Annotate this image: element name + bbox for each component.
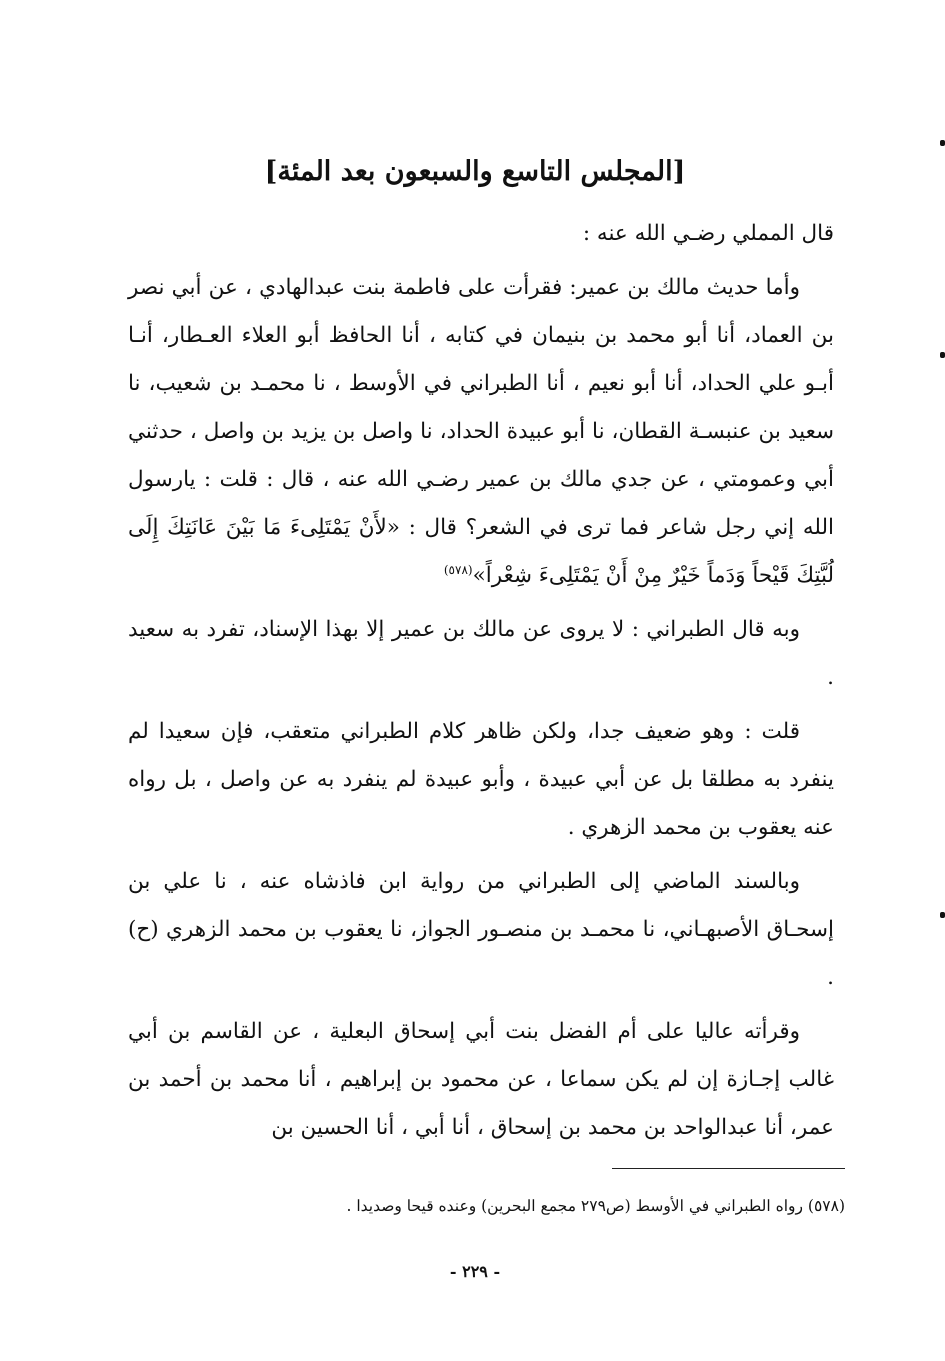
paragraph-comment: قلت : وهو ضعيف جدا، ولكن ظاهر كلام الطبراني متعقب، فإن سعيدا لم ينفرد به مطلقا بل عن أبي عبيدة ، وأبو عبيدة لم ينفرد به عن واصل ، بل رواه عنه يعقوب بن محمد الزهري . <box>128 719 834 840</box>
footnote-divider <box>612 1168 845 1169</box>
margin-mark <box>940 352 945 358</box>
footnote-reference[interactable]: (٥٧٨) <box>443 562 473 577</box>
paragraph-tabarani: وبه قال الطبراني : لا يروى عن مالك بن عمير إلا بهذا الإسناد، تفرد به سعيد . <box>128 617 834 690</box>
paragraph-hadith <box>128 264 834 600</box>
main-text <box>128 210 834 1158</box>
paragraph-chain-two: وقرأته عاليا على أم الفضل بنت أبي إسحاق البعلية ، عن القاسم بن أبي غالب إجـازة إن لم يكن سماعا ، عن محمود بن إبراهيم ، أنا محمد بن أحمد بن عمر، أنا عبدالواحد بن محمد بن إسحاق ، أنا أبي ، أنا الحسين بن <box>128 1019 834 1140</box>
paragraph-chain-one: وبالسند الماضي إلى الطبراني من رواية ابن فاذشاه عنه ، نا علي بن إسحـاق الأصبهـاني، نا محمـد بن منصـور الجواز، نا يعقوب بن محمد الزهري (ح) . <box>128 869 834 990</box>
paragraph-intro: قال المملي رضـي الله عنه : <box>582 221 834 246</box>
page-number: - ٢٢٩ - <box>449 1262 501 1281</box>
paragraph-hadith-text: وأما حديث مالك بن عمير: فقرأت على فاطمة بنت عبدالهادي ، عن أبي نصر بن العماد، أنا أبو محمد بن بنيمان في كتابه ، أنا الحافظ أبو العلاء العـطار، أنـا أبـو علي الحداد، أنا أبو نعيم ، أنا الطبراني في الأوسط ، نا محمـد بن شعيب، نا سعيد بن عنبسـة القطان، نا أبو عبيدة الحداد، نا واصل بن يزيد بن واصل ، حدثني أبي وعمومتي ، عن جدي مالك بن عمير رضـي الله عنه ، قال : قلت : يارسول الله إني رجل شاعر فما ترى في الشعر؟ قال : «لأَنْ يَمْتَلِىءَ مَا بَيْنَ عَانَتِكَ إِلَى لُبَّتِكَ قَيْحاً وَدَماً خَيْرٌ مِنْ أَنْ يَمْتَلِىءَ شِعْراً» <box>128 275 834 588</box>
margin-mark <box>940 912 945 918</box>
session-title: [المجلس التاسع والسبعون بعد المئة] <box>264 156 686 187</box>
footnote-text: (٥٧٨) رواه الطبراني في الأوسط (ص٢٧٩ مجمع البحرين) وعنده قيحا وصديدا . <box>346 1197 845 1215</box>
margin-mark <box>940 140 945 146</box>
